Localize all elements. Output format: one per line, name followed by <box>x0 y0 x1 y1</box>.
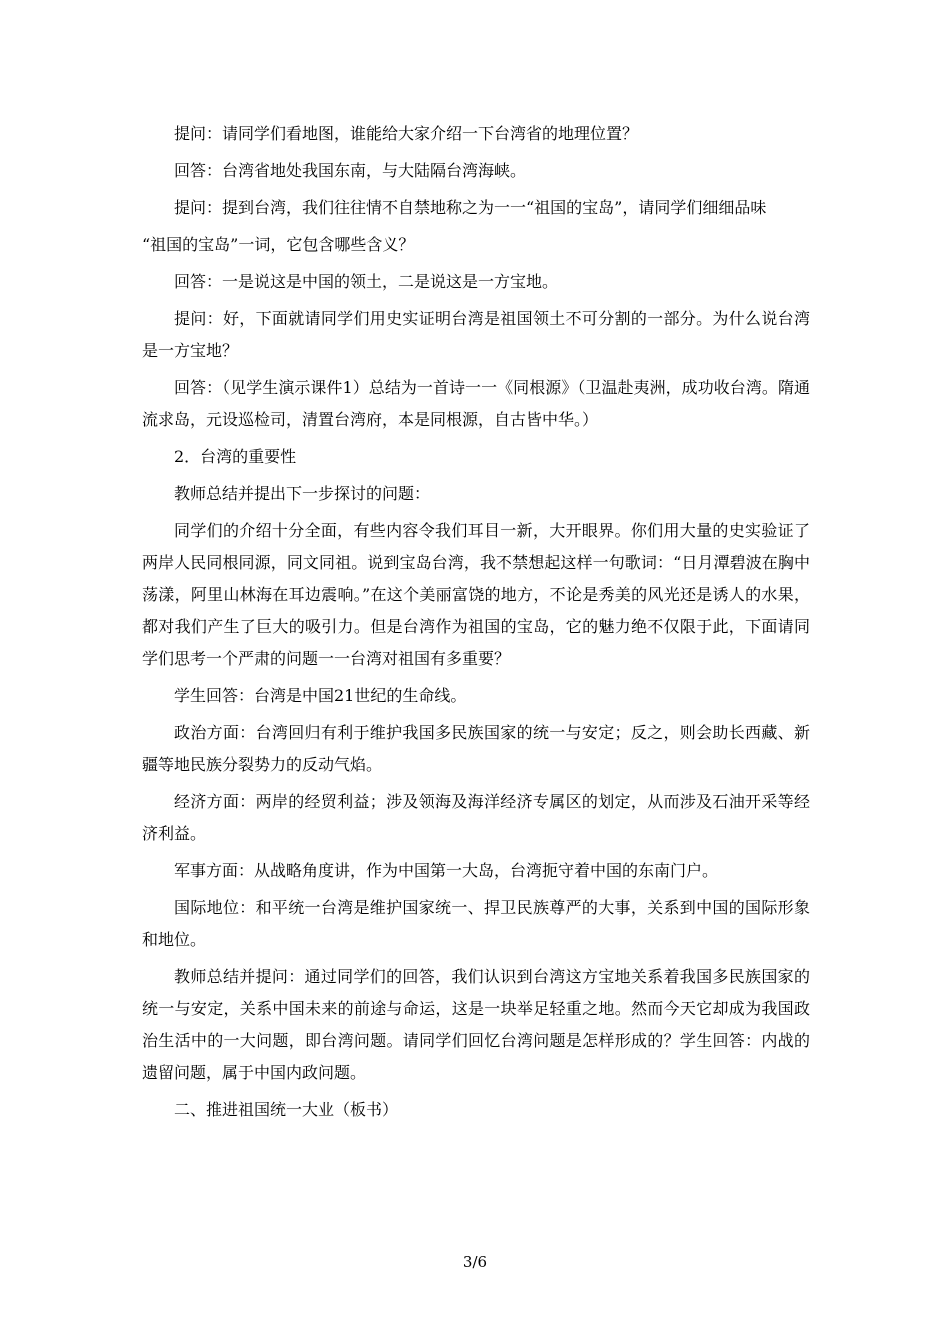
paragraph-student-answer: 学生回答：台湾是中国21世纪的生命线。 <box>174 686 467 705</box>
paragraph-question-treasure-island: 提问：提到台湾，我们往往情不自禁地称之为一一“祖国的宝岛”，请同学们细细品味 <box>174 198 767 217</box>
paragraph-answer-meaning: 回答：一是说这是中国的领土，二是说这是一方宝地。 <box>174 272 559 291</box>
section-heading-reunification: 二、推进祖国统一大业（板书） <box>174 1100 399 1119</box>
paragraph-teacher-summary: 教师总结并提出下一步探讨的问题： <box>174 484 431 503</box>
paragraph-political: 政治方面：台湾回归有利于维护我国多民族国家的统一与安定；反之，则会助长西藏、新疆等地民族分裂势力的反动气焰。 <box>142 723 810 774</box>
paragraph-teacher-speech: 同学们的介绍十分全面，有些内容令我们耳目一新，大开眼界。你们用大量的史实验证了两岸人民同根同源，同文同祖。说到宝岛台湾，我不禁想起这样一句歌词：“日月潭碧波在胸中荡漾，阿里山林海在耳边震响。”在这个美丽富饶的地方，不论是秀美的风光还是诱人的水果，都对我们产生了巨大的吸引力。但是台湾作为祖国的宝岛，它的魅力绝不仅限于此，下面请同学们思考一个严肃的问题一一台湾对祖国有多重要？ <box>142 521 810 668</box>
paragraph-international: 国际地位：和平统一台湾是维护国家统一、捍卫民族尊严的大事，关系到中国的国际形象和地位。 <box>142 898 810 949</box>
paragraph-question-location: 提问：请同学们看地图，谁能给大家介绍一下台湾省的地理位置？ <box>174 124 639 143</box>
paragraph-economic: 经济方面：两岸的经贸利益；涉及领海及海洋经济专属区的划定，从而涉及石油开采等经济利益。 <box>142 792 810 843</box>
document-body <box>142 118 810 1131</box>
section-heading-importance: 2．台湾的重要性 <box>174 447 297 466</box>
page-number: 3/6 <box>462 1253 488 1271</box>
paragraph-question-treasure-island-cont: “祖国的宝岛”一词，它包含哪些含义？ <box>142 235 415 254</box>
paragraph-question-history: 提问：好，下面就请同学们用史实证明台湾是祖国领土不可分割的一部分。为什么说台湾是一方宝地？ <box>142 309 810 360</box>
paragraph-answer-location: 回答：台湾省地处我国东南，与大陆隔台湾海峡。 <box>174 161 527 180</box>
paragraph-teacher-question: 教师总结并提问：通过同学们的回答，我们认识到台湾这方宝地关系着我国多民族国家的统一与安定，关系中国未来的前途与命运，这是一块举足轻重之地。然而今天它却成为我国政治生活中的一大问题，即台湾问题。请同学们回忆台湾问题是怎样形成的？学生回答：内战的遗留问题，属于中国内政问题。 <box>142 967 810 1082</box>
paragraph-military: 军事方面：从战略角度讲，作为中国第一大岛，台湾扼守着中国的东南门户。 <box>174 861 719 880</box>
paragraph-answer-poem: 回答：（见学生演示课件1）总结为一首诗一一《同根源》（卫温赴夷洲，成功收台湾。隋通流求岛，元设巡检司，清置台湾府，本是同根源，自古皆中华。） <box>142 378 810 429</box>
